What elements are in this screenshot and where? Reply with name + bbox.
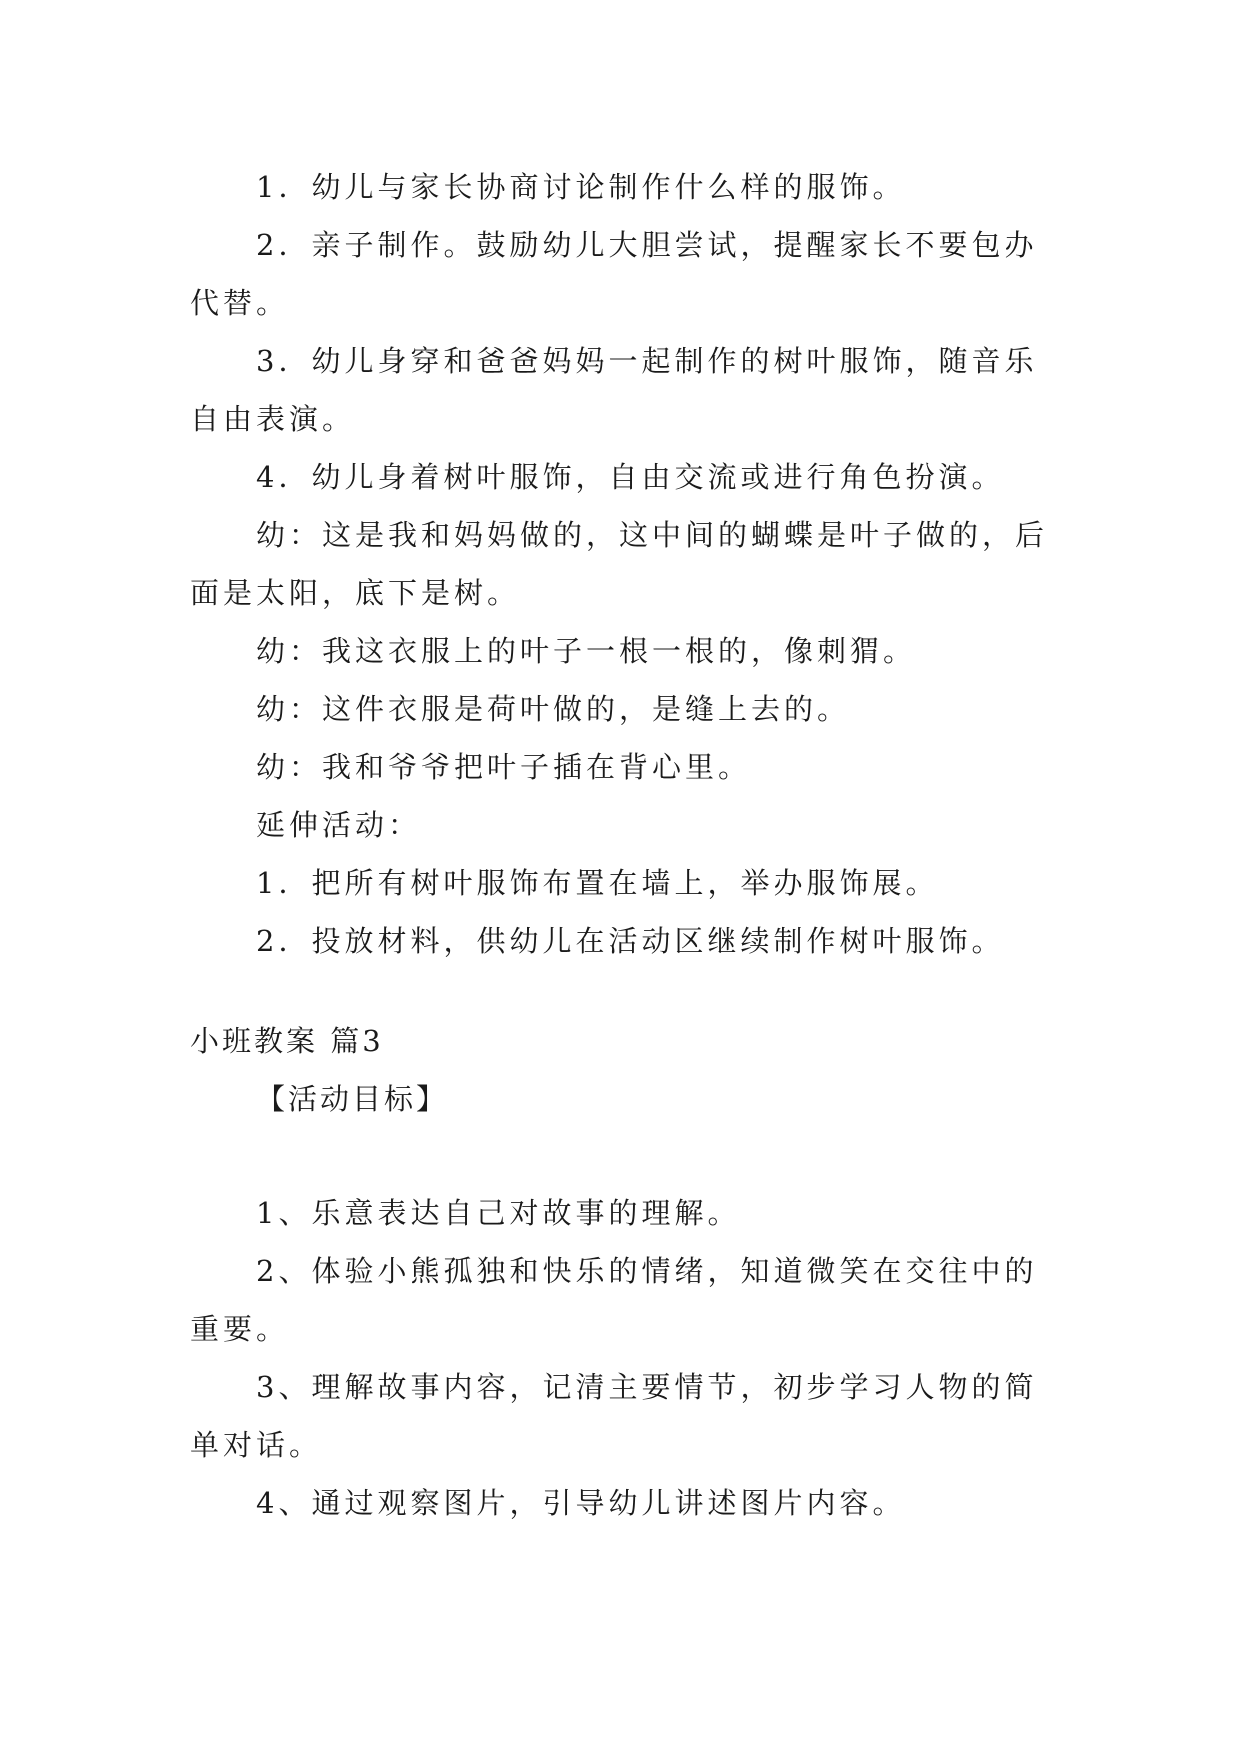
objective-item-2: 2、体验小熊孤独和快乐的情绪，知道微笑在交往中的重要。 (190, 1254, 1038, 1346)
paragraph-step-1: 1．幼儿与家长协商讨论制作什么样的服饰。 (256, 170, 906, 204)
paragraph-child-quote-1: 幼：这是我和妈妈做的，这中间的蝴蝶是叶子做的，后面是太阳，底下是树。 (190, 518, 1049, 610)
paragraph-step-4: 4．幼儿身着树叶服饰，自由交流或进行角色扮演。 (256, 460, 1005, 494)
extension-activity-heading: 延伸活动： (256, 808, 422, 842)
extension-item-1: 1．把所有树叶服饰布置在墙上，举办服饰展。 (256, 866, 939, 900)
section-title: 小班教案 篇3 (190, 1024, 384, 1058)
paragraph-child-quote-3: 幼：这件衣服是荷叶做的，是缝上去的。 (256, 692, 851, 726)
paragraph-step-3: 3．幼儿身穿和爸爸妈妈一起制作的树叶服饰，随音乐自由表演。 (190, 344, 1038, 436)
spacer (190, 1128, 1056, 1184)
objective-item-3: 3、理解故事内容，记清主要情节，初步学习人物的简单对话。 (190, 1370, 1038, 1462)
objective-item-4: 4、通过观察图片，引导幼儿讲述图片内容。 (256, 1486, 906, 1520)
objective-item-1: 1、乐意表达自己对故事的理解。 (256, 1196, 741, 1230)
objective-heading: 【活动目标】 (256, 1082, 449, 1116)
paragraph-step-2: 2．亲子制作。鼓励幼儿大胆尝试，提醒家长不要包办代替。 (190, 228, 1038, 320)
document-body (190, 158, 1056, 1532)
paragraph-child-quote-2: 幼：我这衣服上的叶子一根一根的，像刺猬。 (256, 634, 917, 668)
paragraph-child-quote-4: 幼：我和爷爷把叶子插在背心里。 (256, 750, 752, 784)
extension-item-2: 2．投放材料，供幼儿在活动区继续制作树叶服饰。 (256, 924, 1005, 958)
